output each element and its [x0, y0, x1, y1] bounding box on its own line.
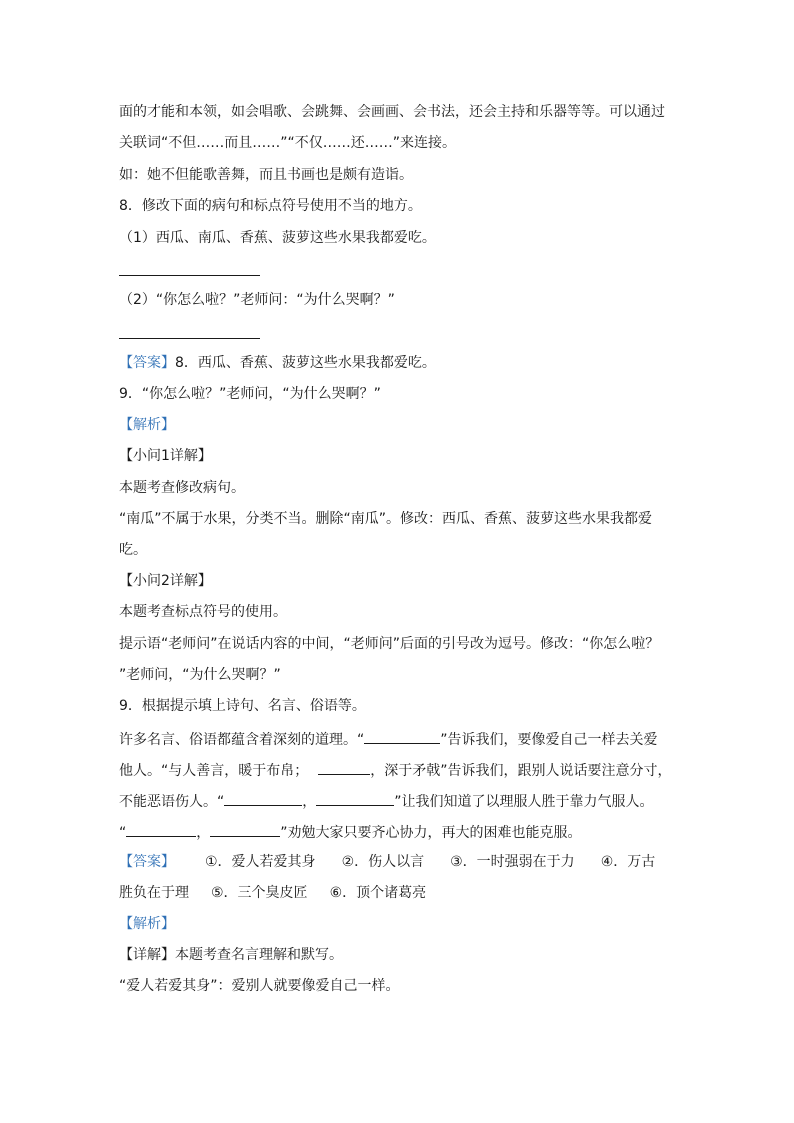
analysis-tag: 【解析】 — [119, 417, 175, 433]
answer-blank-1 — [119, 275, 260, 276]
text-span: 不能恶语伤人。“ — [119, 794, 225, 810]
fill-blank — [224, 791, 302, 806]
answer-tag: 【答案】 — [119, 355, 175, 371]
answer-item: ⑥．顶个诸葛亮 — [329, 885, 427, 901]
fill-line — [119, 760, 689, 780]
text-span: 许多名言、俗语都蕴含着深刻的道理。“ — [119, 732, 365, 748]
text-line: 9．“你怎么啦？”老师问，“为什么哭啊？” — [119, 386, 381, 402]
fill-blank — [126, 822, 196, 837]
text-line: 本题考查修改病句。 — [119, 480, 245, 496]
text-line: ”老师问，“为什么哭啊？” — [119, 667, 281, 683]
question-8-part-2: （2）“你怎么啦？”老师问：“为什么哭啊？” — [119, 292, 395, 308]
subquestion-1-heading: 【小问1详解】 — [119, 448, 212, 464]
answer-item: ④．万古 — [600, 854, 656, 870]
fill-line — [119, 822, 689, 842]
text-line: 提示语“老师问”在说话内容的中间，“老师问”后面的引号改为逗号。修改：“你怎么啦？ — [119, 636, 660, 652]
fill-blank — [316, 791, 394, 806]
answer-item: 胜负在于理 — [119, 885, 189, 901]
text-span: ，深于矛戟”告诉我们，跟别人说话要注意分寸， — [370, 763, 672, 779]
text-span: ”告诉我们，要像爱自己一样去关爱 — [440, 732, 658, 748]
answer-item: ③．一时强弱在于力 — [450, 854, 575, 870]
answer-line — [119, 354, 689, 372]
answer-item: ⑤．三个臭皮匠 — [211, 885, 308, 901]
text-line: 如：她不但能歌善舞，而且书画也是颇有造诣。 — [119, 167, 413, 183]
text-line: 面的才能和本领，如会唱歌、会跳舞、会画画、会书法，还会主持和乐器等等。可以通过 — [119, 104, 665, 120]
text-line: 本题考查标点符号的使用。 — [119, 604, 287, 620]
question-9-heading: 9．根据提示填上诗句、名言、俗语等。 — [119, 698, 366, 714]
text-span: ， — [302, 794, 317, 810]
text-line: “爱人若爱其身”：爱别人就要像爱自己一样。 — [119, 978, 400, 994]
subquestion-2-heading: 【小问2详解】 — [119, 573, 212, 589]
text-span: “ — [119, 825, 127, 841]
fill-blank — [364, 729, 440, 744]
text-span: ， — [196, 825, 211, 841]
text-span: ”劝勉大家只要齐心协力，再大的困难也能克服。 — [280, 825, 582, 841]
text-line: “南瓜”不属于水果，分类不当。删除“南瓜”。修改：西瓜、香蕉、菠萝这些水果我都爱 — [119, 511, 653, 527]
question-8-part-1: （1）西瓜、南瓜、香蕉、菠萝这些水果我都爱吃。 — [119, 230, 436, 246]
fill-line — [119, 791, 689, 811]
answer-line — [119, 884, 689, 902]
answer-tag: 【答案】 — [119, 854, 175, 870]
answer-item: ②．伤人以言 — [341, 854, 425, 870]
answer-blank-2 — [119, 338, 260, 339]
fill-line — [119, 729, 689, 749]
text-span: ”让我们知道了以理服人胜于靠力气服人。 — [394, 794, 654, 810]
fill-blank — [210, 822, 280, 837]
answer-item: ①．爱人若爱其身 — [205, 854, 316, 870]
answer-line — [119, 853, 689, 871]
text-line: 吃。 — [119, 542, 147, 558]
answer-text: 8．西瓜、香蕉、菠萝这些水果我都爱吃。 — [175, 355, 436, 371]
text-line: 【详解】本题考查名言理解和默写。 — [119, 947, 343, 963]
question-8-heading: 8．修改下面的病句和标点符号使用不当的地方。 — [119, 198, 422, 214]
text-span: 他人。“与人善言，暖于布帛； — [119, 763, 309, 779]
text-line: 关联词“不但……而且……”“不仅……还……”来连接。 — [119, 135, 457, 151]
fill-blank — [318, 760, 370, 775]
analysis-tag: 【解析】 — [119, 916, 175, 932]
